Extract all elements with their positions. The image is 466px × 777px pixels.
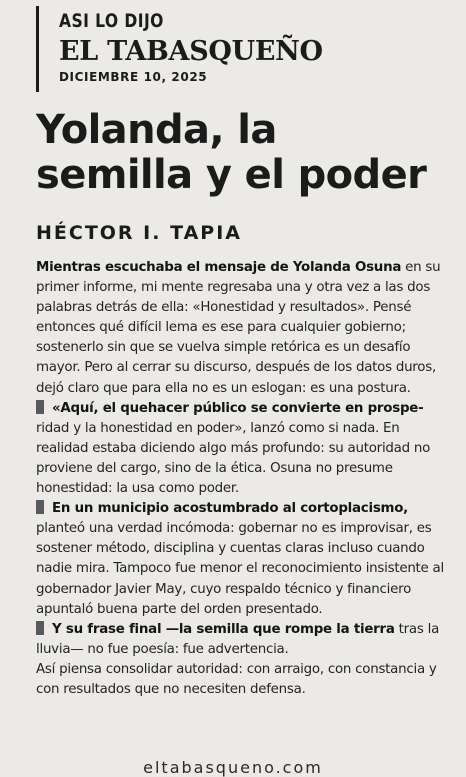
- paragraph-1: [36, 258, 448, 399]
- paragraph-4-text: tras la lluvia— no fue poesía: fue advertencia.: [36, 621, 440, 657]
- article-body: [36, 258, 448, 700]
- site-url: eltabasqueno.com: [143, 758, 323, 777]
- paragraph-3: [36, 499, 448, 620]
- paragraph-3-text: planteó una verdad incómoda: gobernar no es improvisar, es sostener método, disciplina y cuentas claras incluso cuando nadie mira. Tampoco fue menor el reconocimiento insistente al gobernador Javier May, cuyo respaldo técnico y financiero apuntaló buena parte del orden presentado.: [36, 521, 444, 617]
- byline: HÉCTOR I. TAPIA: [36, 222, 242, 244]
- paragraph-5: Así piensa consolidar autoridad: con arraigo, con constancia y con resultados que no necesiten defensa.: [36, 661, 437, 697]
- masthead: [36, 6, 439, 92]
- publication-date: DICIEMBRE 10, 2025: [59, 70, 208, 84]
- headline-line-2: semilla y el poder: [36, 152, 427, 198]
- headline-line-1: Yolanda, la: [36, 107, 277, 153]
- paragraph-2: [36, 399, 448, 499]
- paragraph-marker: [36, 621, 44, 635]
- paragraph-2-lead: «Aquí, el quehacer público se convierte en prospe-: [52, 400, 424, 416]
- newspaper-name: EL TABASQUEÑO: [59, 36, 323, 67]
- column-kicker: ASI LO DIJO: [59, 10, 164, 32]
- headline: [36, 108, 456, 198]
- paragraph-4-lead: Y su frase final —la semilla que rompe la tierra: [52, 621, 395, 637]
- paragraph-2-quote-end: ridad y la honestidad en poder»: [36, 420, 243, 436]
- paragraph-marker: [36, 400, 44, 414]
- paragraph-4: [36, 620, 448, 660]
- paragraph-3-lead: En un municipio acostumbrado al cortoplacismo,: [52, 501, 409, 517]
- paragraph-marker: [36, 500, 44, 514]
- paragraph-2-text: , lanzó como si nada. En realidad estaba diciendo algo más profundo: su autoridad no proviene del cargo, sino de la ética. Osuna no presume honestidad: la usa como poder.: [36, 420, 431, 497]
- paragraph-1-lead: Mientras escuchaba el mensaje de Yolanda Osuna: [36, 260, 402, 275]
- paragraph-1-text: en su primer informe, mi mente regresaba una y otra vez a las dos palabras detrás de ella: «Honestidad y resultados». Pensé entonces qué difícil lema es ese para cualquier gobierno; sostenerlo sin que se vuelva simple retórica es un desafío mayor. Pero al cerrar su discurso, después de los datos duros, dejó claro que para ella no es un eslogan: es una postura.: [36, 260, 441, 396]
